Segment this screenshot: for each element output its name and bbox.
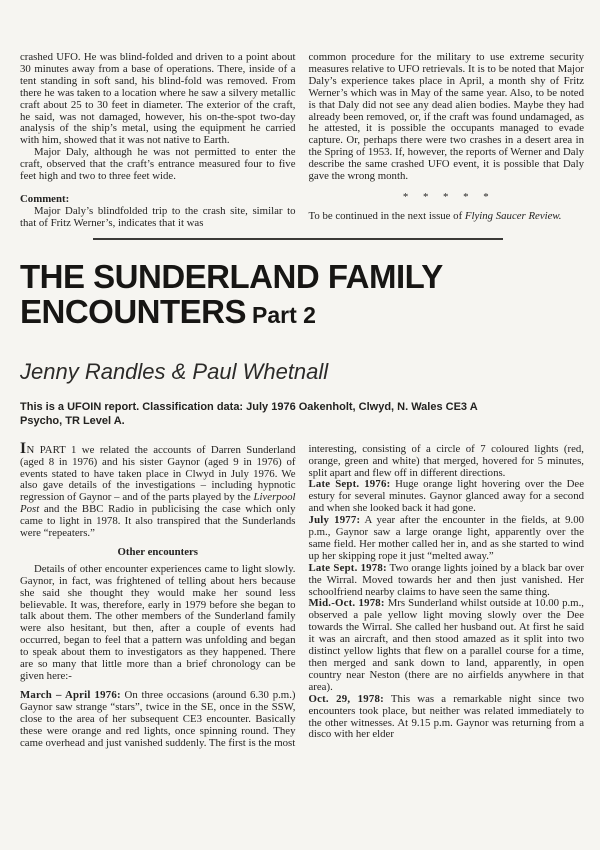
title-line-2 [20, 294, 584, 333]
chronology-entry [309, 515, 585, 563]
paragraph: crashed UFO. He was blind-folded and driven to a point about 30 minutes away from a base of operations. There, inside of a tent standing in soft sand, his blind-fold was removed. From there he was taken to a location where he saw a silvery metallic craft about 25 to 30 feet in diameter. The exterior of the craft, he said, was not damaged, however, his on-the-spot two-day analysis of the ship’s metal, using the equipment he carried with him, showed that it was not native to Earth. [20, 51, 296, 147]
intro-lead: N PART 1 we related the accounts of Darren Sunderland (aged 8 in 1976) and his sister Gaynor (aged 9 in 1976) of events stated to have taken place in Clwyd in July 1976. We also gave details of the investigations – including hypnotic regression of Gaynor – and of the parts played by the [20, 443, 296, 504]
entry-date: Oct. 29, 1978: [308, 692, 384, 705]
article-right-column [309, 444, 585, 750]
entry-date: Late Sept. 1976: [308, 478, 391, 491]
chronology-entry [309, 479, 585, 515]
chronology-entry [309, 598, 585, 693]
paragraph: Major Daly, although he was not permitted to enter the craft, observed that the craft’s entrance measured four to five feet high and two to three feet wide. [20, 146, 296, 183]
article-body-section [20, 439, 585, 750]
section-divider [93, 238, 503, 240]
entry-text: Huge orange light hovering over the Dee estury for several minutes. Gaynor glanced away for a second and when she looked back it had gone. [308, 478, 585, 515]
newspaper-name: Liverpool Post [20, 491, 296, 516]
continuation-paragraph: interesting, consisting of a circle of 7 coloured lights (red, orange, green and white) that merged, hovered for 5 minutes, split apart and flew off in different directions. [308, 442, 584, 479]
entry-text: A year after the encounter in the fields, at 9.00 p.m., Gaynor saw a large orange light, apparently over the same field. Her mother called her in, and as she started to wind up her skipping rope it just “melted away.” [308, 514, 584, 562]
entry-text: Mrs Sunderland whilst outside at 10.00 p.m., observed a pale yellow light moving slowly over the Dee towards the Wirral. She called her husband out. At first he said it was an aircraft, and then stood amazed as it split into two distinct yellow lights that flew on a parallel course for a time, then merged and sank down to land, apparently, in open country near Neston (there are no airfields anywhere in that area). [308, 597, 584, 693]
byline: Jenny Randles & Paul Whetnall [20, 358, 329, 384]
continued-text: To be continued in the next issue of [308, 209, 465, 222]
classification-line-1: This is a UFOIN report. Classification data: July 1976 Oakenholt, Clwyd, N. Wales CE3 A [20, 400, 478, 413]
paragraph: common procedure for the military to use extreme security measures relative to UFO retrievals. It is to be noted that Major Daly’s experience takes place in April, a month shy of Fritz Werner’s which was in May of the same year. Also, to be noted is that Daly did not see any dead alien bodies. Maybe they had already been removed, or, if the craft was found undamaged, as he attested, it is possible the occupants managed to evade capture. Or, perhaps there were two crashes in a desert area in the Spring of 1953. If, however, the reports of Werner and Daly describe the same crashed UFO event, it is possible that Daly gave the wrong month. [308, 51, 584, 183]
prev-article-section [20, 52, 584, 230]
entry-date: Late Sept. 1978: [308, 561, 387, 574]
entry-text: This was a remarkable night since two encounters took place, but neither was related immediately to the other witnesses. At 9.15 p.m. Gaynor was returning from a disco with her elder [308, 692, 584, 741]
entry-date: Mid.-Oct. 1978: [308, 597, 385, 610]
asterisk-separator: * * * * * [402, 190, 490, 203]
chronology-entry [20, 690, 296, 750]
continued-notice [309, 211, 585, 223]
intro-paragraph [20, 439, 296, 540]
comment-heading: Comment: [20, 192, 70, 205]
classification-line-2: Psycho, TR Level A. [20, 415, 125, 428]
prev-article-right-column [309, 52, 585, 230]
drop-cap: I [20, 439, 27, 457]
title-line-2-main: ENCOUNTERS [20, 292, 247, 330]
paragraph: Major Daly’s blindfolded trip to the crash site, similar to that of Fritz Werner’s, indicates that it was [20, 204, 296, 229]
title-part-label: Part 2 [252, 301, 316, 328]
chronology-entry [309, 563, 585, 599]
section-heading: Other encounters [117, 545, 198, 558]
article-left-column [20, 439, 296, 750]
chronology-entry [309, 694, 585, 742]
prev-article-left-column [20, 52, 296, 230]
entry-text: Two orange lights joined by a black bar over the Wirral. Moved towards her and then just vanished. Her schoolfriend nearby claims to have seen the same thing. [308, 561, 585, 598]
entry-date: July 1977: [308, 514, 361, 527]
title-line-1: THE SUNDERLAND FAMILY [20, 257, 443, 295]
paragraph: Details of other encounter experiences came to light slowly. Gaynor, in fact, was frightened of telling about hers because she said she thought they would make her sound less believable. It was, therefore, early in 1979 before she began to talk about them. The other members of the Sunderland family were also hesitant, but then, after a couple of events had occurred, began to feel that a pattern was unfolding and began to speak about them to investigators as they happened. There are so many that little more than a brief chronology can be given here:- [20, 562, 296, 682]
entry-date: March – April 1976: [20, 688, 121, 701]
journal-name: Flying Saucer Review. [464, 209, 562, 222]
article-title [20, 259, 584, 333]
entry-text: On three occasions (around 6.30 p.m.) Gaynor saw strange “stars”, twice in the SE, once in the SSW, close to the area of her subsequent CE3 encounter. Basically these were orange and red lights, once spinning round. They came overhead and just vanished suddenly. The first is the most [20, 688, 296, 749]
classification-data [20, 400, 584, 429]
intro-tail: and the BBC Radio in publicising the case which only came to light in 1978. It also transpired that the Sunderlands were “repeaters.” [20, 503, 296, 540]
